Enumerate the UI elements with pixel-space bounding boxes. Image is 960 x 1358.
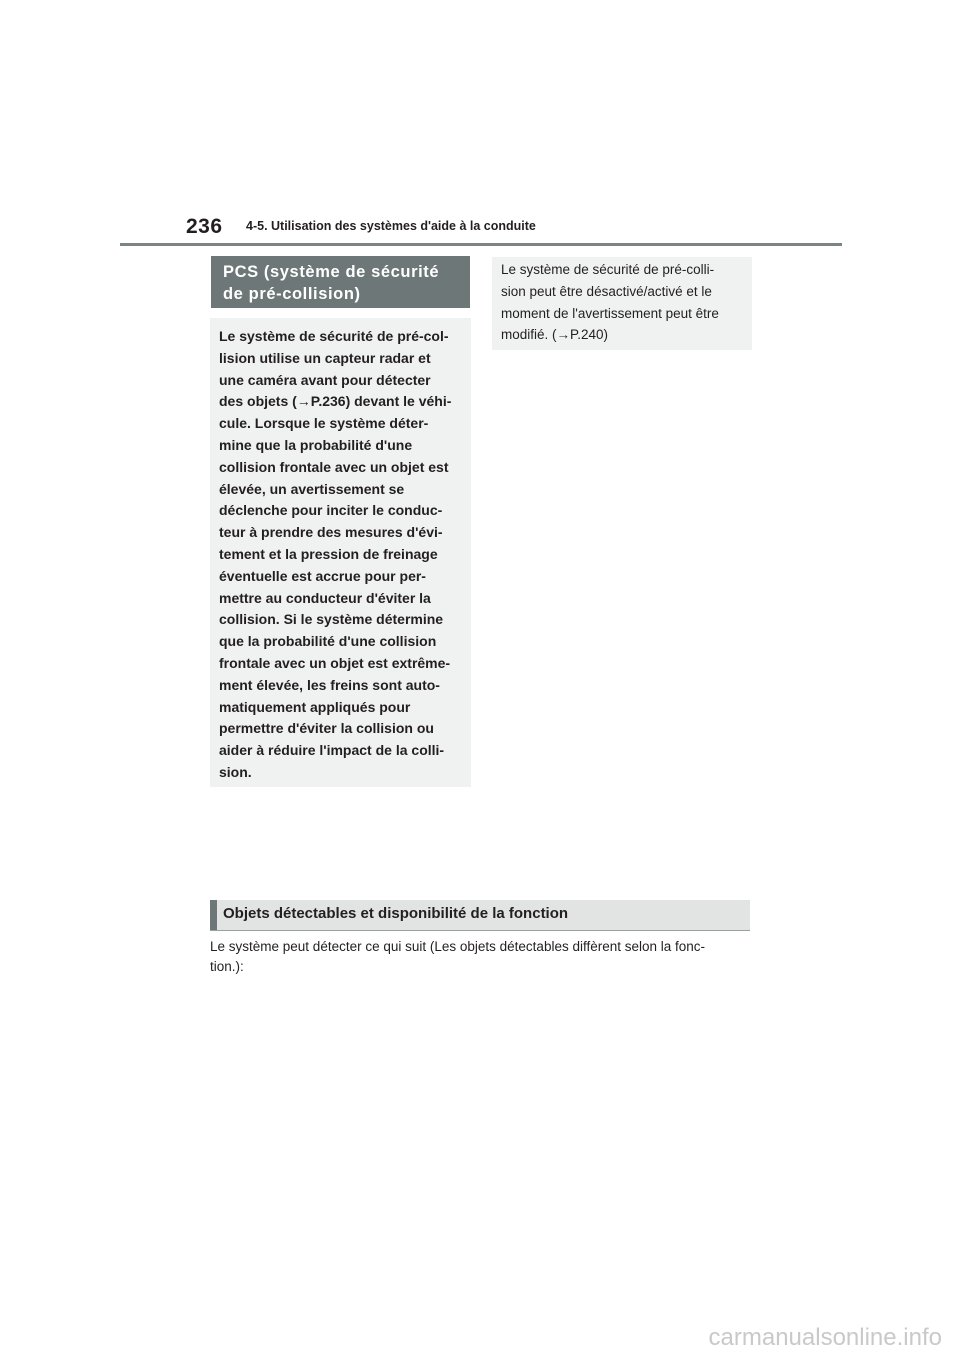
intro-line: lision utilise un capteur radar et bbox=[219, 349, 431, 366]
header-divider bbox=[120, 243, 842, 246]
intro-line: mettre au conducteur d'éviter la bbox=[219, 589, 431, 606]
intro-line: tement et la pression de freinage bbox=[219, 545, 438, 562]
page-number: 236 bbox=[186, 215, 223, 238]
intro-line: collision. Si le système détermine bbox=[219, 611, 444, 628]
intro-line: aider à réduire l'impact de la colli- bbox=[219, 742, 445, 759]
subsection-heading: Objets détectables et disponibilité de la fonction bbox=[210, 900, 750, 930]
intro-line: déclenche pour inciter le conduc- bbox=[219, 502, 443, 519]
note-line: sion peut être désactivé/activé et le bbox=[501, 283, 712, 299]
subsection-divider bbox=[210, 930, 750, 931]
watermark: carmanualsonline.info bbox=[708, 1324, 942, 1351]
intro-line: que la probabilité d'une collision bbox=[219, 633, 437, 650]
note-box bbox=[492, 257, 752, 350]
intro-line: élevée, un avertissement se bbox=[219, 480, 405, 497]
intro-line: collision frontale avec un objet est bbox=[219, 458, 449, 475]
section-title bbox=[211, 256, 470, 308]
intro-line[interactable]: des objets (→P.236) devant le véhi- bbox=[219, 393, 452, 410]
intro-box bbox=[210, 318, 471, 787]
intro-line: cule. Lorsque le système déter- bbox=[219, 415, 429, 432]
note-line: moment de l'avertissement peut être bbox=[501, 305, 719, 321]
chapter-title: 4-5. Utilisation des systèmes d'aide à la conduite bbox=[246, 219, 536, 233]
body-line: tion.): bbox=[210, 959, 244, 974]
section-title-line: PCS (système de sécurité bbox=[223, 263, 440, 281]
note-line[interactable]: modifié. (→P.240) bbox=[501, 327, 609, 343]
section-title-line: de pré-collision) bbox=[223, 285, 361, 303]
intro-line: Le système de sécurité de pré-col- bbox=[219, 328, 449, 344]
intro-line: matiquement appliqués pour bbox=[219, 698, 411, 715]
body-paragraph bbox=[210, 937, 755, 977]
intro-line: permettre d'éviter la collision ou bbox=[219, 720, 434, 737]
intro-line: éventuelle est accrue pour per- bbox=[219, 567, 426, 584]
intro-line: sion. bbox=[219, 763, 252, 780]
intro-line: ment élevée, les freins sont auto- bbox=[219, 676, 440, 693]
intro-line: frontale avec un objet est extrême- bbox=[219, 654, 451, 671]
intro-line: une caméra avant pour détecter bbox=[219, 371, 431, 388]
note-line: Le système de sécurité de pré-colli- bbox=[501, 262, 715, 277]
body-line: Le système peut détecter ce qui suit (Les objets détectables diffèrent selon la fonc- bbox=[210, 939, 706, 954]
intro-line: mine que la probabilité d'une bbox=[219, 436, 413, 453]
intro-line: teur à prendre des mesures d'évi- bbox=[219, 524, 443, 541]
